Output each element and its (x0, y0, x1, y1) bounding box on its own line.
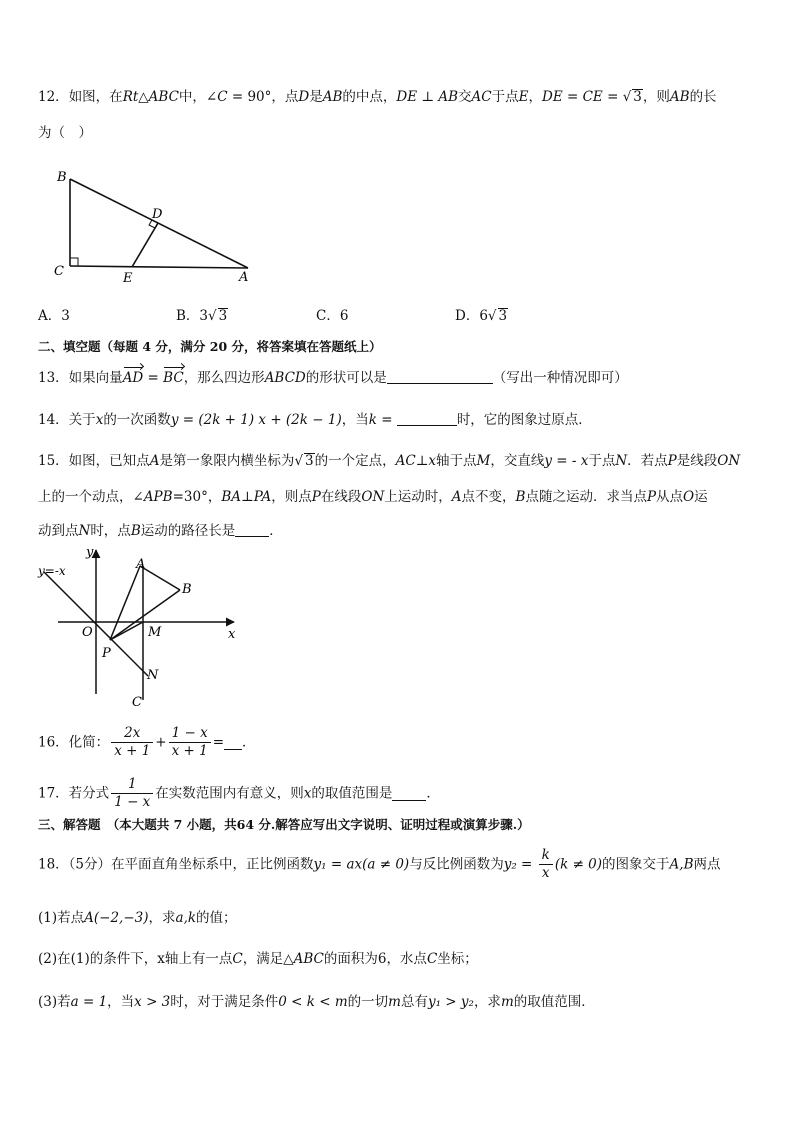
q15-text: 运 (694, 489, 708, 505)
q18-part2 (38, 950, 478, 968)
q15-label-o: O (82, 625, 93, 640)
q18-text: 坐标； (437, 951, 478, 967)
vector-ad: AD (122, 370, 144, 386)
q18-formula: y₁ > y₂ (427, 994, 474, 1010)
q15-text: 在线段 (320, 489, 362, 505)
q13-text: 的形状可以是 (305, 370, 387, 386)
q18-text: 的面积为 (323, 951, 378, 967)
q18-formula: a = 1 (70, 994, 108, 1010)
q15-label-yline: y=-x (38, 564, 66, 578)
q15-var: B (515, 489, 526, 505)
q15-text: 点随之运动．求当点 (525, 489, 647, 505)
q15-var: APB (143, 489, 173, 505)
q18-value: 6 (377, 951, 387, 967)
q18-formula: y₁ = ax(a ≠ 0) (313, 856, 410, 873)
q18-var: m (500, 994, 514, 1010)
q17-text: ． (426, 785, 440, 802)
option-text: B．3 (176, 308, 209, 324)
q18-numerator: k (539, 847, 553, 865)
answer-blank[interactable] (387, 369, 493, 384)
section-2-heading: 二、填空题（每题 4 分，满分 20 分，将答案填在答题纸上） (38, 339, 382, 354)
q15-label-b: B (182, 582, 192, 597)
q15-label-m: M (148, 625, 162, 640)
q12-text: 的中点， (342, 89, 397, 105)
q15-var: N (78, 523, 91, 539)
q12-text: 中，∠ (178, 89, 218, 105)
q12-segment-ca (70, 266, 248, 268)
q15-text: ，交直线 (490, 453, 545, 469)
q12-text: ⊥ (417, 89, 439, 105)
q15-var: P (667, 453, 677, 469)
q12-line2 (38, 124, 92, 142)
q15-label-p: P (102, 646, 111, 661)
q15-label-a: A (136, 557, 146, 572)
q14-text: ，当 (341, 412, 369, 428)
q16-text: ． (242, 734, 256, 751)
q15-text: 时，点 (90, 523, 131, 539)
q18-formula: y₂ = (503, 856, 537, 873)
q12-var: AB (322, 89, 343, 105)
q12-segment-de (132, 223, 158, 267)
q12-label-a: A (239, 270, 249, 285)
q16-plus: + (155, 734, 167, 751)
q15-figure (36, 542, 250, 712)
q15-text: 的一个定点， (314, 453, 396, 469)
q12-var: AC (471, 89, 492, 105)
q15-text: 运动的路径长是 (140, 523, 236, 539)
q13-line (38, 369, 628, 387)
q15-var: AC⊥x (395, 453, 437, 469)
q12-text: 于点 (491, 89, 519, 105)
q17-text: 的取值范围是 (311, 785, 393, 802)
q12-var: AB (669, 89, 690, 105)
q15-text: 动到点 (38, 523, 79, 539)
q12-text: 交 (458, 89, 472, 105)
q12-var: D (298, 89, 310, 105)
q15-text: 是线段 (676, 453, 718, 469)
q15-text: 上运动时， (384, 489, 452, 505)
q14-text: 的一次函数 (103, 412, 171, 428)
q12-var: CE (582, 89, 603, 105)
q12-line1: 12．如图，在Rt△ABC中，∠C = 90°，点D是AB的中点，DE ⊥ AB交AC于点E，DE = CE = √ 3，则AB的长 (38, 89, 717, 105)
q18-text: ，水点 (386, 951, 427, 967)
q15-text: 15．如图，已知点 (38, 453, 150, 469)
q17-denominator: 1 − x (114, 794, 151, 810)
q18-var: A(−2,−3) (84, 910, 149, 926)
q12-text: ，则 (642, 89, 670, 105)
q13-text: 13．如果向量 (38, 370, 123, 386)
q12-rt: Rt (122, 89, 139, 105)
q15-text: 于点 (588, 453, 616, 469)
q18-var: △ABC (283, 951, 324, 967)
q15-var: P (311, 489, 321, 505)
option-text: D．6 (455, 308, 488, 324)
q16-fraction-1 (111, 725, 153, 760)
q12-label-d: D (152, 207, 163, 222)
q12-text: = (602, 89, 623, 105)
q12-text: 的长 (689, 89, 717, 105)
q18-part3 (38, 993, 595, 1011)
q15-var: ON (717, 453, 741, 469)
q16-equals: = (212, 734, 225, 751)
sqrt-radicand: 3 (498, 308, 508, 324)
q12-option-d: D．6√ 3 (455, 308, 508, 324)
q15-var: BA⊥PA (221, 489, 272, 505)
q18-var: C (232, 951, 243, 967)
q12-label-c: C (54, 264, 64, 279)
sqrt-radicand: 3 (218, 308, 228, 324)
q14-text: 时，它的图象过原点． (456, 412, 592, 428)
q15-text: 从点 (656, 489, 684, 505)
q12-text: = (562, 89, 583, 105)
q15-var: N (615, 453, 628, 469)
option-text: A．3 (38, 308, 70, 324)
q18-text: ，当 (107, 994, 135, 1010)
q18-text: 总有 (400, 994, 428, 1010)
q18-text: (1)若点 (38, 910, 85, 926)
q18-denominator: x (541, 865, 550, 881)
q18-text: 两点 (693, 856, 721, 873)
q15-text: ． (269, 523, 283, 539)
q15-text: =30°， (172, 489, 222, 505)
q16-text: 16．化简： (38, 734, 110, 751)
q18-formula: (k ≠ 0) (554, 856, 603, 873)
q15-label-y: y (86, 545, 94, 560)
q15-line2 (38, 488, 708, 506)
q18-var: C (426, 951, 438, 967)
q18-text: ，求 (473, 994, 501, 1010)
q15-var: A (451, 489, 462, 505)
q12-var: AB (438, 89, 459, 105)
q12-var: DE (396, 89, 418, 105)
q18-line (38, 846, 721, 883)
q15-text: 点不变， (461, 489, 516, 505)
q15-var: A (149, 453, 160, 469)
answer-blank[interactable] (397, 411, 457, 426)
answer-blank[interactable] (224, 735, 242, 750)
q18-text: 与反比例函数为 (409, 856, 504, 873)
q13-var: ABCD (264, 370, 306, 386)
q15-var: O (683, 489, 695, 505)
q12-text: 为（ ） (38, 125, 92, 141)
q12-right-angle-c (70, 258, 78, 266)
q14-var: k (368, 412, 377, 428)
q18-text: 的取值范围． (513, 994, 595, 1010)
q12-option-b: B．3√ 3 (176, 308, 228, 324)
q18-text: (2)在(1)的条件下，x轴上有一点 (38, 951, 233, 967)
section-3-heading: 三、解答题 （本大题共 7 小题，共64 分.解答应写出文字说明、证明过程或演算步骤.） (38, 817, 530, 832)
q17-numerator: 1 (111, 776, 153, 794)
vector-bc: BC (163, 370, 184, 386)
q18-fraction (539, 847, 553, 882)
q15-text: 是第一象限内横坐标为 (159, 453, 295, 469)
q16-numerator: 2x (111, 725, 153, 743)
q18-formula: x > 3 (134, 994, 171, 1010)
answer-blank[interactable] (392, 786, 426, 801)
q18-text: ，求 (148, 910, 176, 926)
q18-text: 的图象交于 (602, 856, 670, 873)
q17-text: 17．若分式 (38, 785, 110, 802)
q15-text: 上的一个动点，∠ (38, 489, 144, 505)
q14-formula: y = (2k + 1) x + (2k − 1) (170, 412, 342, 428)
q18-text: 的值； (196, 910, 237, 926)
q16-fraction-2 (169, 725, 211, 760)
q12-text: 是 (309, 89, 323, 105)
q18-text: 18．（5分）在平面直角坐标系中，正比例函数 (38, 856, 314, 873)
q15-var: B (130, 523, 141, 539)
q14-line (38, 411, 592, 429)
q15-text: ．若点 (627, 453, 668, 469)
q18-text: 时，对于满足条件 (170, 994, 279, 1010)
q12-label-e: E (123, 271, 133, 286)
q15-label-x: x (228, 627, 236, 642)
q12-segment-ba (70, 179, 248, 268)
q12-option-a (38, 307, 70, 325)
q18-text: ，满足 (242, 951, 284, 967)
q12-number: 12． (38, 89, 69, 105)
q13-text: ，那么四边形 (183, 370, 265, 386)
q15-label-n: N (147, 668, 159, 683)
q16-line (38, 724, 256, 761)
q12-triangle: △ABC (138, 89, 179, 105)
q17-fraction (111, 776, 153, 811)
q12-text: 如图，在 (68, 89, 123, 105)
q18-text: (3)若 (38, 994, 71, 1010)
q18-var: m (388, 994, 401, 1010)
q17-line (38, 775, 440, 812)
q12-option-c (316, 307, 348, 325)
q12-var: C (217, 89, 228, 105)
q12-text: = 90°，点 (227, 89, 299, 105)
q14-var: x (95, 412, 104, 428)
q15-line1: 15．如图，已知点A是第一象限内横坐标为√ 3的一个定点，AC⊥x轴于点M，交直线y = - x于点N．若点P是线段ON (38, 453, 741, 469)
sqrt-radicand: 3 (305, 453, 314, 469)
q17-text: 在实数范围内有意义，则 (155, 785, 304, 802)
q17-var: x (303, 785, 312, 802)
q16-denominator: x + 1 (171, 743, 208, 759)
q18-part1 (38, 909, 237, 927)
q13-text: （写出一种情况即可） (492, 370, 628, 386)
q15-text: 轴于点 (436, 453, 477, 469)
q15-var: ON (361, 489, 385, 505)
option-text: C．6 (316, 308, 349, 324)
q14-text: 14．关于 (38, 412, 96, 428)
q16-numerator: 1 − x (169, 725, 211, 743)
q18-var: A,B (669, 856, 694, 873)
q12-var: DE (542, 89, 563, 105)
q15-text: ，则点 (271, 489, 312, 505)
sqrt-radicand: 3 (633, 89, 642, 105)
q18-var: a,k (175, 910, 197, 926)
q18-formula: 0 < k < m (278, 994, 348, 1010)
q15-var: y = - x (544, 453, 589, 469)
q15-label-c: C (132, 695, 142, 710)
q16-denominator: x + 1 (114, 743, 151, 759)
q12-label-b: B (57, 170, 67, 185)
q15-var: M (476, 453, 491, 469)
answer-blank[interactable] (235, 522, 269, 537)
q12-var: E (518, 89, 529, 105)
q12-text: ， (528, 89, 542, 105)
q15-segment-ab (140, 566, 180, 590)
q18-text: 的一切 (347, 994, 389, 1010)
q15-line3 (38, 522, 283, 540)
q12-figure (48, 160, 268, 288)
q15-var: P (646, 489, 657, 505)
q13-text: = (143, 370, 164, 386)
q14-text: = (376, 412, 397, 428)
